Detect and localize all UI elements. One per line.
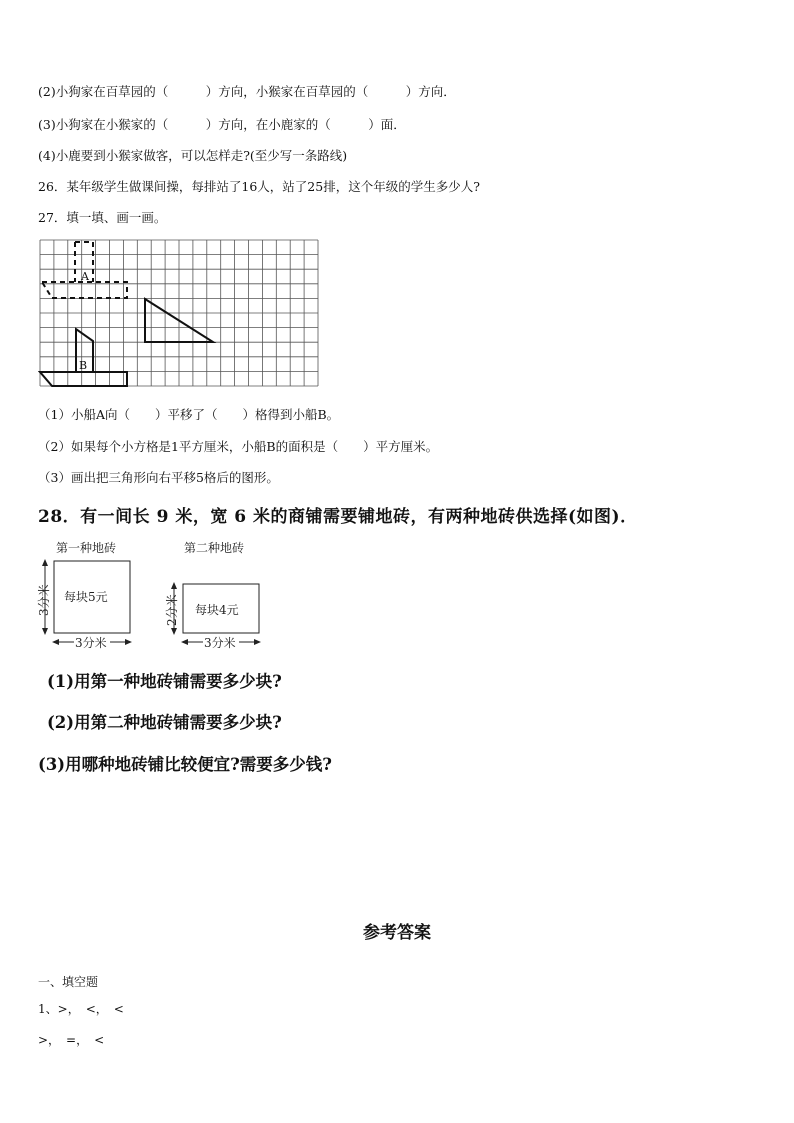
boat-b xyxy=(40,329,127,386)
question-28-3: (3)用哪种地砖铺比较便宜?需要多少钱? xyxy=(38,755,332,774)
question-25-4: (4)小鹿要到小猴家做客，可以怎样走?(至少写一条路线) xyxy=(38,148,348,163)
tile1-width: 3分米 xyxy=(75,636,107,650)
answer-1-line1: 1、>， <， < xyxy=(38,1002,124,1016)
answers-heading: 参考答案 xyxy=(363,923,431,943)
grid-figure xyxy=(38,238,323,390)
question-27-1: （1）小船A向（ ）平移了（ ）格得到小船B。 xyxy=(38,407,340,422)
tile1-caption: 第一种地砖 xyxy=(56,541,117,555)
answers-section: 一、填空题 xyxy=(38,975,99,989)
question-27-title: 27．填一填、画一画。 xyxy=(38,210,167,225)
boat-a-label: A xyxy=(81,270,89,283)
question-27-3: （3）画出把三角形向右平移5格后的图形。 xyxy=(38,470,279,485)
question-26: 26．某年级学生做课间操，每排站了16人，站了25排，这个年级的学生多少人? xyxy=(38,179,480,194)
question-25-3: (3)小狗家在小猴家的（ ）方向，在小鹿家的（ ）面． xyxy=(38,117,406,132)
tile2-caption: 第二种地砖 xyxy=(184,541,245,555)
question-28-2: (2)用第二种地砖铺需要多少块? xyxy=(47,713,282,732)
tile1-price: 每块5元 xyxy=(64,590,108,604)
tile2-width: 3分米 xyxy=(204,636,236,650)
boat-b-label: B xyxy=(79,359,88,372)
question-27-2: （2）如果每个小方格是1平方厘米，小船B的面积是（ ）平方厘米。 xyxy=(38,439,439,454)
question-28: 28．有一间长 9 米，宽 6 米的商铺需要铺地砖，有两种地砖供选择(如图)． xyxy=(38,507,638,527)
tiles-figure xyxy=(30,536,280,654)
tile2-price: 每块4元 xyxy=(195,603,239,617)
question-25-2: (2)小狗家在百草园的（ ）方向，小猴家在百草园的（ ）方向． xyxy=(38,84,456,99)
question-28-1: (1)用第一种地砖铺需要多少块? xyxy=(47,672,282,691)
answer-1-line2: >， =， < xyxy=(38,1033,105,1047)
tile2-height: 2分米 xyxy=(165,594,179,626)
tile1-height: 3分米 xyxy=(37,584,51,616)
